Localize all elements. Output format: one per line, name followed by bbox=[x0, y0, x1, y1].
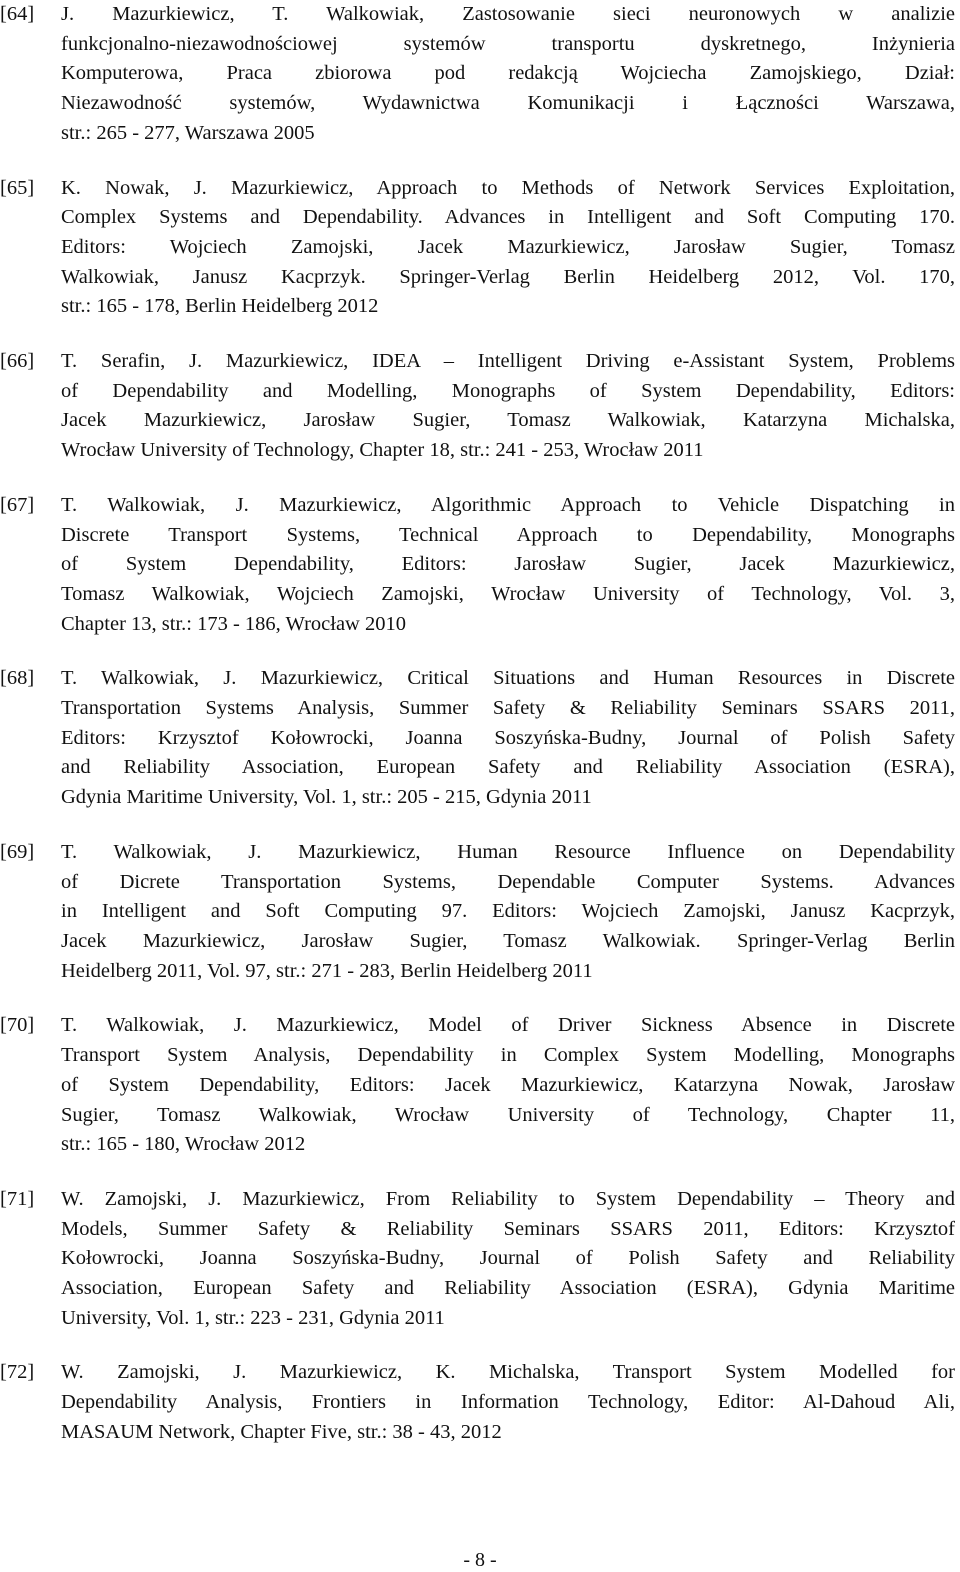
page-number: - 8 - bbox=[463, 1549, 497, 1571]
reference-line: Editors: Krzysztof Kołowrocki, Joanna Soszyńska-Budny, Journal of Polish Safety bbox=[61, 726, 955, 749]
reference-line: of Dicrete Transportation Systems, Dependable Computer Systems. Advances bbox=[61, 870, 955, 893]
reference-text bbox=[61, 838, 955, 987]
reference-line: Komputerowa, Praca zbiorowa pod redakcją Wojciecha Zamojskiego, Dział: bbox=[61, 62, 955, 85]
reference-line: T. Walkowiak, J. Mazurkiewicz, Algorithmic Approach to Vehicle Dispatching in bbox=[61, 493, 955, 516]
reference-line: Complex Systems and Dependability. Advances in Intelligent and Soft Computing 170. bbox=[61, 206, 955, 229]
reference-line: Gdynia Maritime University, Vol. 1, str.: 205 - 215, Gdynia 2011 bbox=[61, 786, 592, 809]
reference-item bbox=[0, 1011, 955, 1160]
reference-item bbox=[0, 1358, 955, 1447]
reference-text bbox=[61, 174, 955, 323]
reference-number: [66] bbox=[0, 350, 35, 373]
reference-line: Association, European Safety and Reliability Association (ESRA), Gdynia Maritime bbox=[61, 1277, 955, 1300]
reference-text bbox=[61, 1358, 955, 1447]
reference-line: Tomasz Walkowiak, Wojciech Zamojski, Wrocław University of Technology, Vol. 3, bbox=[61, 582, 955, 605]
reference-item bbox=[0, 491, 955, 640]
reference-line: Wrocław University of Technology, Chapter 18, str.: 241 - 253, Wrocław 2011 bbox=[61, 439, 704, 462]
reference-item bbox=[0, 347, 955, 466]
reference-line: Walkowiak, Janusz Kacprzyk. Springer-Verlag Berlin Heidelberg 2012, Vol. 170, bbox=[61, 265, 955, 288]
reference-line: of Dependability and Modelling, Monographs of System Dependability, Editors: bbox=[61, 379, 955, 402]
reference-line: MASAUM Network, Chapter Five, str.: 38 - 43, 2012 bbox=[61, 1420, 502, 1443]
reference-line: T. Serafin, J. Mazurkiewicz, IDEA – Intelligent Driving e-Assistant System, Problems bbox=[61, 350, 955, 373]
reference-line: Models, Summer Safety & Reliability Seminars SSARS 2011, Editors: Krzysztof bbox=[61, 1217, 955, 1240]
reference-line: Editors: Wojciech Zamojski, Jacek Mazurkiewicz, Jarosław Sugier, Tomasz bbox=[61, 235, 955, 258]
reference-number: [69] bbox=[0, 840, 35, 863]
reference-line: T. Walkowiak, J. Mazurkiewicz, Human Resource Influence on Dependability bbox=[61, 840, 955, 863]
reference-number: [67] bbox=[0, 493, 35, 516]
reference-line: Transport System Analysis, Dependability in Complex System Modelling, Monographs bbox=[61, 1044, 955, 1067]
reference-line: J. Mazurkiewicz, T. Walkowiak, Zastosowanie sieci neuronowych w analizie bbox=[61, 3, 955, 25]
reference-line: str.: 165 - 178, Berlin Heidelberg 2012 bbox=[61, 295, 379, 318]
reference-number: [64] bbox=[0, 3, 35, 25]
reference-line: Jacek Mazurkiewicz, Jarosław Sugier, Tomasz Walkowiak. Springer-Verlag Berlin bbox=[61, 929, 955, 952]
reference-item bbox=[0, 174, 955, 323]
reference-item bbox=[0, 838, 955, 987]
reference-number: [72] bbox=[0, 1361, 35, 1384]
reference-line: str.: 265 - 277, Warszawa 2005 bbox=[61, 121, 315, 144]
reference-line: Heidelberg 2011, Vol. 97, str.: 271 - 283, Berlin Heidelberg 2011 bbox=[61, 959, 593, 982]
reference-line: in Intelligent and Soft Computing 97. Editors: Wojciech Zamojski, Janusz Kacprzyk, bbox=[61, 900, 955, 923]
reference-line: W. Zamojski, J. Mazurkiewicz, K. Michalska, Transport System Modelled for bbox=[61, 1361, 955, 1384]
reference-line: and Reliability Association, European Safety and Reliability Association (ESRA), bbox=[61, 756, 955, 779]
reference-line: of System Dependability, Editors: Jacek Mazurkiewicz, Katarzyna Nowak, Jarosław bbox=[61, 1073, 955, 1096]
reference-line: W. Zamojski, J. Mazurkiewicz, From Reliability to System Dependability – Theory and bbox=[61, 1187, 955, 1210]
reference-line: Discrete Transport Systems, Technical Approach to Dependability, Monographs bbox=[61, 523, 955, 546]
reference-line: T. Walkowiak, J. Mazurkiewicz, Critical Situations and Human Resources in Discrete bbox=[61, 667, 955, 690]
reference-number: [68] bbox=[0, 667, 35, 690]
reference-number: [71] bbox=[0, 1187, 35, 1210]
reference-number: [70] bbox=[0, 1014, 35, 1037]
reference-item bbox=[0, 664, 955, 813]
reference-number: [65] bbox=[0, 176, 35, 199]
reference-text bbox=[61, 1011, 955, 1160]
reference-text bbox=[61, 491, 955, 640]
reference-line: Sugier, Tomasz Walkowiak, Wrocław University of Technology, Chapter 11, bbox=[61, 1103, 955, 1126]
reference-line: Niezawodność systemów, Wydawnictwa Komunikacji i Łączności Warszawa, bbox=[61, 92, 955, 115]
reference-line: T. Walkowiak, J. Mazurkiewicz, Model of Driver Sickness Absence in Discrete bbox=[61, 1014, 955, 1037]
reference-line: funkcjonalno-niezawodnościowej systemów transportu dyskretnego, Inżynieria bbox=[61, 32, 955, 55]
reference-line: str.: 165 - 180, Wrocław 2012 bbox=[61, 1133, 306, 1156]
reference-text bbox=[61, 664, 955, 813]
reference-line: Jacek Mazurkiewicz, Jarosław Sugier, Tomasz Walkowiak, Katarzyna Michalska, bbox=[61, 409, 955, 432]
reference-line: Chapter 13, str.: 173 - 186, Wrocław 2010 bbox=[61, 612, 406, 635]
reference-line: of System Dependability, Editors: Jarosław Sugier, Jacek Mazurkiewicz, bbox=[61, 553, 955, 576]
reference-text bbox=[61, 347, 955, 466]
reference-text bbox=[61, 1185, 955, 1334]
reference-item bbox=[0, 1185, 955, 1334]
reference-line: Kołowrocki, Joanna Soszyńska-Budny, Journal of Polish Safety and Reliability bbox=[61, 1247, 955, 1270]
reference-line: Transportation Systems Analysis, Summer Safety & Reliability Seminars SSARS 2011, bbox=[61, 697, 955, 720]
reference-text bbox=[61, 0, 955, 149]
reference-line: K. Nowak, J. Mazurkiewicz, Approach to Methods of Network Services Exploitation, bbox=[61, 176, 955, 199]
reference-item bbox=[0, 0, 955, 149]
reference-line: University, Vol. 1, str.: 223 - 231, Gdynia 2011 bbox=[61, 1306, 445, 1329]
reference-line: Dependability Analysis, Frontiers in Information Technology, Editor: Al-Dahoud Ali, bbox=[61, 1391, 955, 1414]
